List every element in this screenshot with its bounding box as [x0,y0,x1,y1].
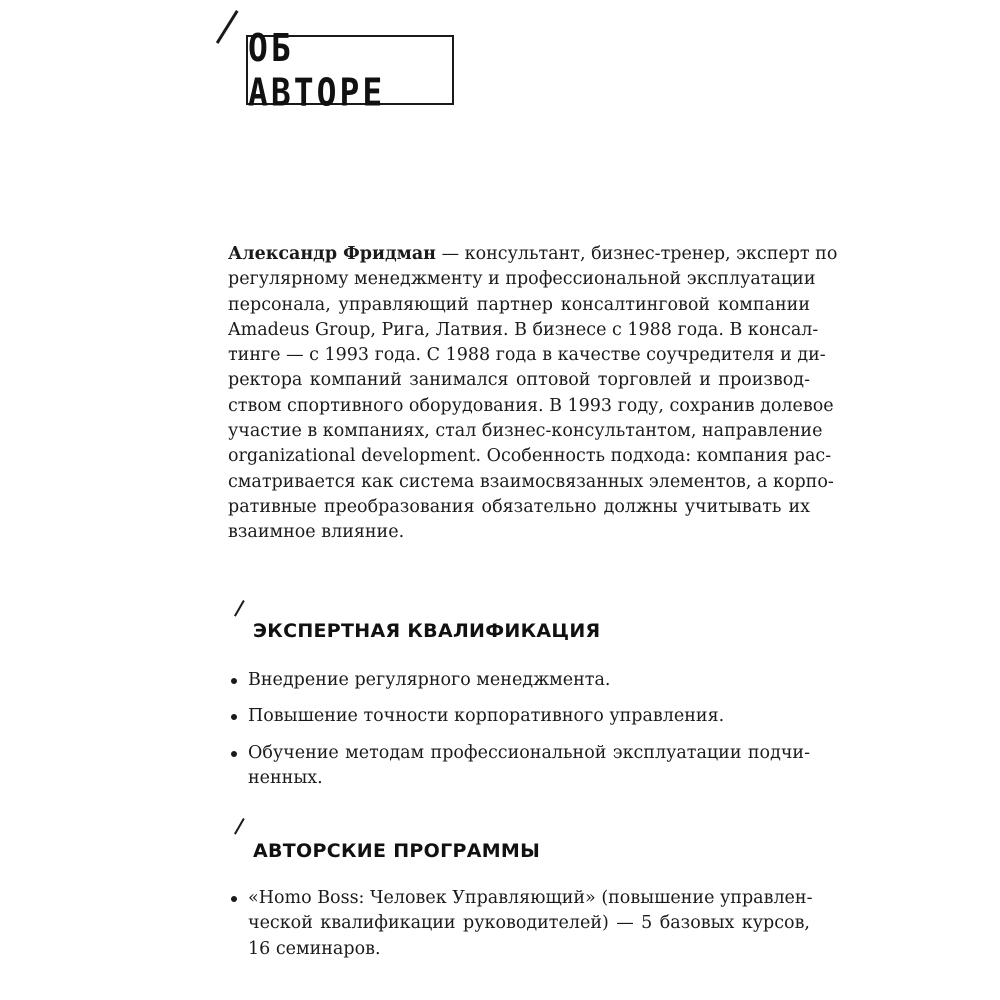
bio-line: персонала, управляющий партнер консалтинговой компании [228,294,810,315]
bullet-icon [231,751,237,757]
author-name: Александр Фридман [228,244,436,264]
bullet-icon [231,678,237,684]
bullet-icon [231,714,237,720]
title-box [246,25,454,115]
list-item: «Homo Boss: Человек Управляющий» (повышение управлен- ческой квалификации руководителей) — 5 базовых курсов, 16 семинаров. [228,886,810,962]
bio-line: Александр Фридман — консультант, бизнес-тренер, эксперт по [228,244,838,264]
list-item: Повышение точности корпоративного управления. [228,704,810,729]
page-title: ОБ АВТОРЕ [248,25,386,115]
bio-line: сматривается как система взаимосвязанных элементов, а корпо- [228,471,834,492]
bio-line: Amadeus Group, Рига, Латвия. В бизнесе с 1988 года. В консал- [228,319,819,340]
bio-line: регулярному менеджменту и профессиональной эксплуатации [228,269,816,290]
bullet-icon [231,896,237,902]
bio-line: ративные преобразования обязательно должны учитывать их [228,496,810,517]
bio-line: ректора компаний занимался оптовой торговлей и производ- [228,370,810,391]
title-decoration-slash [216,10,239,44]
section-decoration-slash [234,818,245,835]
section-heading-programs: АВТОРСКИЕ ПРОГРАММЫ [253,840,541,862]
section-heading-expertise: ЭКСПЕРТНАЯ КВАЛИФИКАЦИЯ [253,620,601,642]
expertise-list [228,668,810,802]
bio-line: участие в компаниях, стал бизнес-консультантом, направление [228,421,823,442]
bio-line: тинге — с 1993 года. С 1988 года в качестве соучредителя и ди- [228,345,826,366]
author-bio-paragraph [228,242,838,546]
bio-line: взаимное влияние. [228,522,405,543]
section-decoration-slash [234,600,245,617]
bio-line: ством спортивного оборудования. В 1993 году, сохранив долевое [228,395,834,416]
programs-list [228,886,813,973]
bio-line: organizational development. Особенность подхода: компания рас- [228,446,832,467]
list-item: Обучение методам профессиональной эксплуатации подчи- ненных. [228,741,810,792]
list-item: Внедрение регулярного менеджмента. [228,668,810,693]
